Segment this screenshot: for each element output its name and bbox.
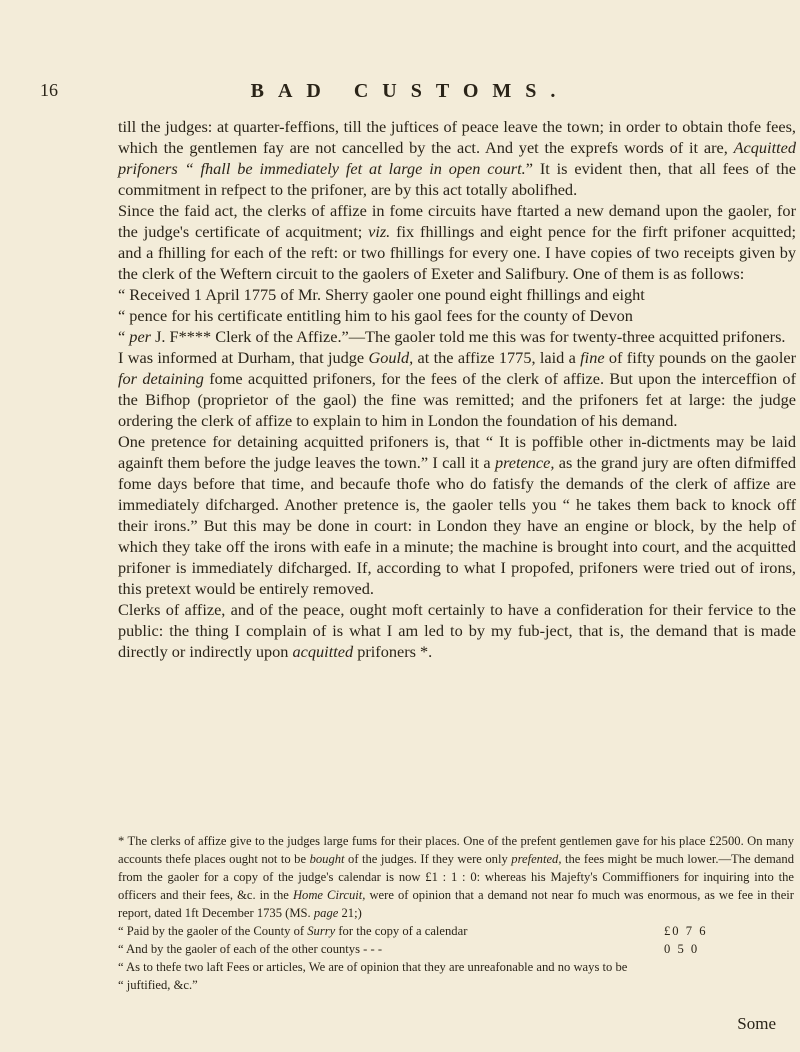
fee-amount-surry: £0 7 6 xyxy=(664,924,708,938)
footnote-text: * The clerks of affize give to the judges large fums for their places. One of the prefent gentlemen gave for his place £2500. On many accounts thefe places ought not to be bought of the judges. If they were only prefented, the fees might be much lower.—The demand from the gaoler for a copy of the judge's calendar is now £1 : 1 : 0: whereas his Majefty's Commiffioners for inquiring into the officers and their fees, &c. in the Home Circuit, were of opinion that a demand not near fo much was enormous, as we fee in their report, dated 1ft December 1735 (MS. page 21;) xyxy=(118,834,794,920)
receipt-quote-line-2: “ pence for his certificate entitling him to his gaol fees for the county of Devon xyxy=(118,306,633,325)
fee-amount-other: 0 5 0 xyxy=(664,942,700,956)
paragraph-4: One pretence for detaining acquitted prifoners is, that “ It is poffible other in-dictments may be laid againft them before the judge leaves the town.” I call it a pretence, as the grand jury are often difmiffed fome days before that time, and becaufe thofe who do fatisfy the demands of the clerk of affize are immediately difcharged. Another pretence is, the gaoler tells you “ he takes them back to knock off their irons.” But this may be done in court: in London they have an engine or block, by the help of which they take off the irons with eafe in a minute; the machine is brought into court, and the acquitted prifoner is immediately difcharged. If, according to what I propofed, prifoners were tried out of irons, this pretext would be entirely removed. xyxy=(118,432,796,598)
footnote-quote-line-2: “ juftified, &c.” xyxy=(118,978,198,992)
footnote-quote-line-1: “ As to thefe two laft Fees or articles, We are of opinion that they are unreafonable and no ways to be xyxy=(118,960,628,974)
paragraph-1: till the judges: at quarter-feffions, till the juftices of peace leave the town; in order to obtain thofe fees, which the gentlemen fay are not cancelled by the act. And yet the exprefs words of it are, Acquitted prifoners “ fhall be immediately fet at large in open court.” It is evident then, that all fees of the commitment in refpect to the prifoner, are by this act totally abolifhed. xyxy=(118,117,796,199)
paragraph-2: Since the faid act, the clerks of affize in fome circuits have ftarted a new demand upon the gaoler, for the judge's certificate of acquitment; viz. fix fhillings and eight pence for the firft prifoner acquitted; and a fhilling for each of the reft: or two fhillings for every one. I have copies of two receipts given by the clerk of the Weftern circuit to the gaolers of Exeter and Salifbury. One of them is as follows: xyxy=(118,201,796,283)
catchword: Some xyxy=(737,1014,776,1033)
footnote xyxy=(118,832,794,994)
receipt-quote-line-3: “ per J. F**** Clerk of the Affize.”—The gaoler told me this was for twenty-three acquitted prifoners. xyxy=(118,327,786,346)
fee-line-surry: “ Paid by the gaoler of the County of Surry for the copy of a calendar £0 7 6 xyxy=(118,922,794,940)
paragraph-3: I was informed at Durham, that judge Gould, at the affize 1775, laid a fine of fifty pounds on the gaoler for detaining fome acquitted prifoners, for the fees of the clerk of affize. But upon the interceffion of the Bifhop (proprietor of the gaol) the fine was remitted; and the prifoners fet at large: the judge ordering the clerk of affize to explain to him in London the foundation of his demand. xyxy=(118,348,796,430)
page-number: 16 xyxy=(40,80,58,100)
running-head: BAD CUSTOMS. xyxy=(250,80,570,102)
paragraph-5: Clerks of affize, and of the peace, ought moft certainly to have a confideration for their fervice to the public: the thing I complain of is what I am led to by my fub-ject, that is, the demand that is made directly or indirectly upon acquitted prifoners *. xyxy=(118,600,796,661)
fee-line-other: “ And by the gaoler of each of the other countys - - - 0 5 0 xyxy=(118,940,794,958)
receipt-quote-line-1: “ Received 1 April 1775 of Mr. Sherry gaoler one pound eight fhillings and eight xyxy=(118,285,645,304)
main-text xyxy=(118,116,796,662)
page-header xyxy=(40,80,780,110)
